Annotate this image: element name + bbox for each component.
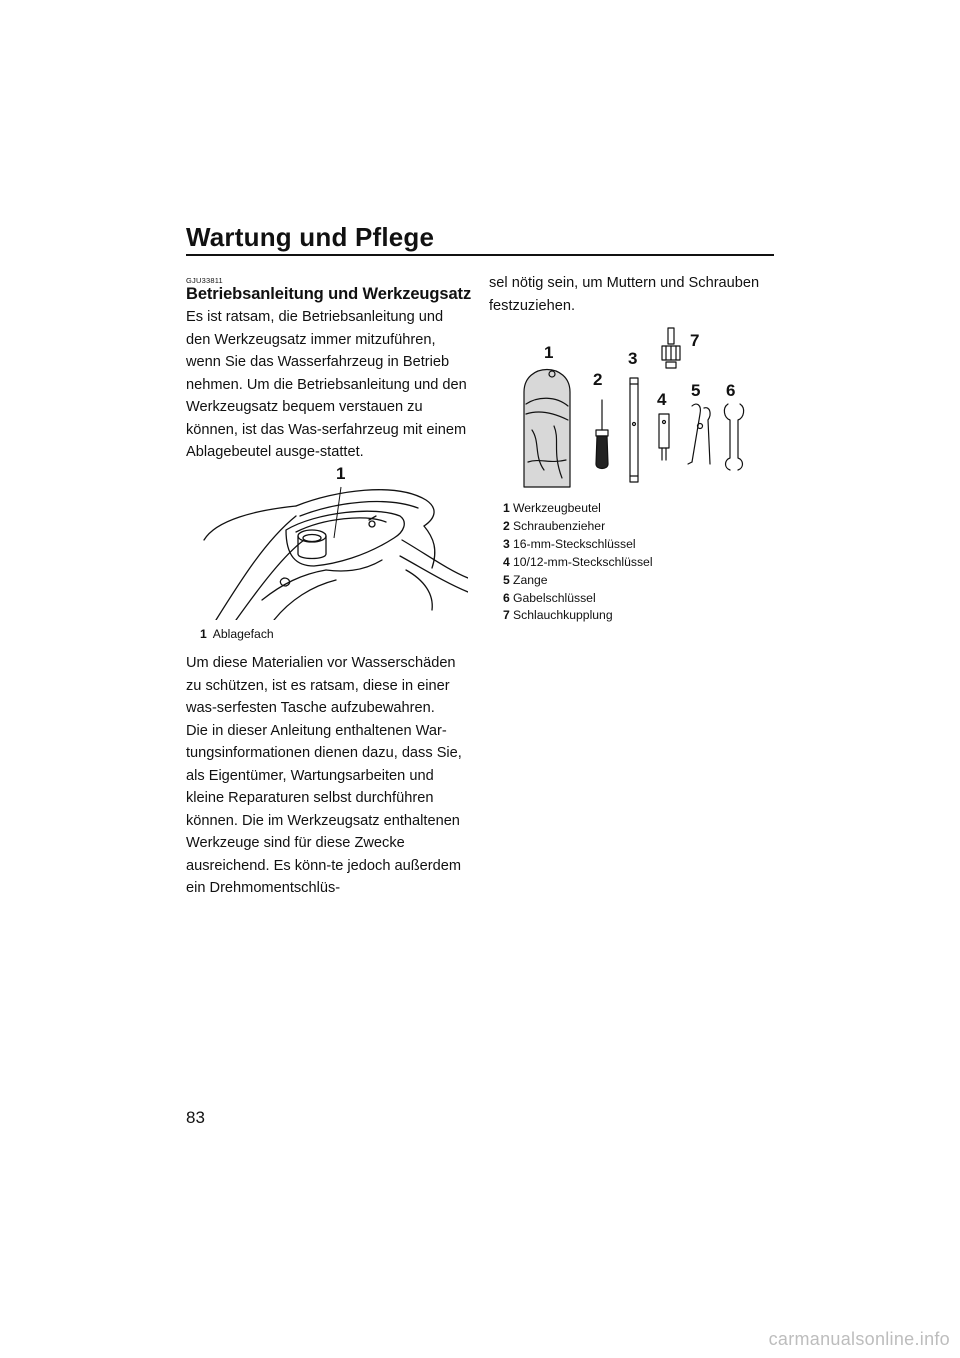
caption-number: 4 (503, 554, 510, 569)
watermark: carmanualsonline.info (768, 1329, 950, 1349)
caption-item (503, 590, 653, 608)
page-number: 83 (186, 1108, 205, 1127)
caption-label: Schraubenzieher (513, 518, 606, 533)
caption-number: 7 (503, 608, 510, 623)
caption-label: Gabelschlüssel (513, 590, 596, 605)
left-column-lower (186, 652, 468, 900)
paragraph-3: Die in dieser Anleitung enthaltenen War-tungsinformationen dienen dazu, dass Sie, als Eigentümer, Wartungsarbeiten und kleine Reparaturen selbst durchführen können. Die im Werkzeugsatz enthaltenen Werkzeuge sind für diese Zwecke ausreichend. Es könn-te jedoch außerdem ein Drehmomentschlüs- (186, 722, 462, 896)
caption-label: 10/12-mm-Steckschlüssel (513, 554, 653, 569)
tool-callout-7: 7 (690, 331, 700, 350)
paragraph-4: sel nötig sein, um Muttern und Schrauben festzuziehen. (489, 275, 760, 314)
caption-number: 2 (503, 518, 510, 533)
right-column (489, 272, 774, 317)
tool-callout-2: 2 (593, 370, 603, 389)
section-title: Betriebsanleitung und Werkzeugsatz (186, 285, 472, 303)
caption-item (503, 518, 653, 536)
caption-item (200, 626, 274, 644)
caption-item (503, 554, 653, 572)
seat-callout-1: 1 (336, 464, 346, 483)
caption-label: Schlauchkupplung (513, 608, 613, 623)
paragraph-1: Es ist ratsam, die Betriebsanleitung und den Werkzeugsatz immer mitzuführen, wenn Sie das Wasserfahrzeug in Betrieb nehmen. Um die Betriebsanleitung und den Werkzeugsatz bequem verstauen zu können, ist das Was-serfahrzeug mit einem Ablagebeutel ausge-stattet. (186, 309, 467, 460)
tool-callout-4: 4 (657, 390, 667, 409)
paragraph-2: Um diese Materialien vor Wasserschäden zu schützen, ist es ratsam, diese in einer was-serfesten Tasche aufzubewahren. (186, 655, 456, 716)
caption-number: 5 (503, 572, 510, 587)
tool-callout-1: 1 (544, 343, 554, 362)
caption-number: 3 (503, 536, 510, 551)
page-title: Wartung und Pflege (186, 222, 435, 252)
tool-callout-5: 5 (691, 381, 701, 400)
caption-label: Ablagefach (212, 627, 274, 641)
caption-label: Werkzeugbeutel (513, 501, 601, 515)
caption-label: Zange (513, 572, 548, 587)
section-code: GJU33811 (186, 276, 223, 285)
caption-number: 1 (503, 501, 510, 515)
tool-callout-3: 3 (628, 349, 638, 368)
left-column (186, 272, 472, 464)
tool-callout-6: 6 (726, 381, 736, 400)
caption-item (503, 572, 653, 590)
storage-compartment-illustration (186, 460, 468, 620)
caption-item (503, 500, 653, 518)
title-rule (186, 254, 774, 256)
caption-number: 1 (200, 627, 207, 641)
toolkit-illustration (504, 322, 764, 497)
caption-item (503, 536, 653, 554)
caption-label: 16-mm-Steckschlüssel (513, 536, 636, 551)
caption-item (503, 607, 653, 625)
toolkit-figure-caption (503, 500, 653, 625)
caption-number: 6 (503, 590, 510, 605)
seat-figure-caption (200, 626, 274, 644)
